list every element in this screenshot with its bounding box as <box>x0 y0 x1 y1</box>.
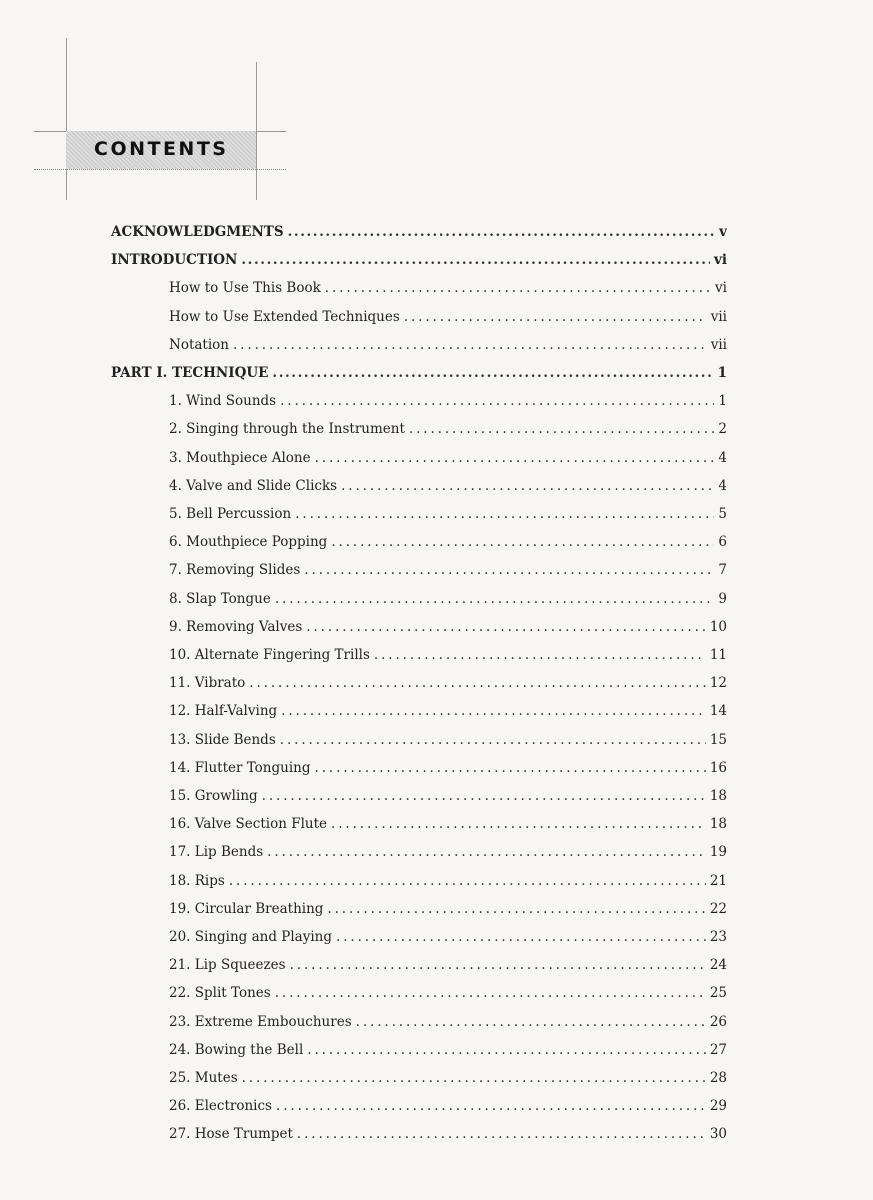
toc-entry <box>111 224 727 240</box>
toc-entry-page: 4 <box>718 477 727 494</box>
toc-entry-page: 26 <box>709 1013 727 1030</box>
dot-leader <box>290 957 706 973</box>
toc-entry-page: vii <box>710 308 727 325</box>
toc-entry-label: 2. Singing through the Instrument <box>169 421 405 438</box>
toc-entry-page: 1 <box>717 365 727 381</box>
toc-entry <box>169 421 727 437</box>
dot-leader <box>297 1126 706 1142</box>
dot-leader <box>356 1014 706 1030</box>
toc-entry-page: 24 <box>709 957 727 974</box>
toc-entry-label: 26. Electronics <box>169 1098 272 1115</box>
toc-entry <box>169 732 727 748</box>
toc-entry-page: 14 <box>709 703 727 720</box>
guide-line-bottom <box>34 169 286 170</box>
toc-entry-page: 4 <box>718 449 727 466</box>
toc-entry-label: 14. Flutter Tonguing <box>169 759 311 776</box>
dot-leader <box>404 309 707 325</box>
toc-entry <box>169 816 727 832</box>
toc-entry-label: 25. Mutes <box>169 1070 238 1086</box>
toc-entry <box>169 901 727 917</box>
toc-entry-label: How to Use Extended Techniques <box>169 308 400 325</box>
dot-leader <box>275 985 706 1001</box>
dot-leader <box>325 280 711 296</box>
toc-entry-label: ACKNOWLEDGMENTS <box>111 224 284 240</box>
toc-entry <box>169 619 727 635</box>
toc-entry-label: 24. Bowing the Bell <box>169 1041 304 1058</box>
toc-entry-label: 6. Mouthpiece Popping <box>169 534 328 551</box>
dot-leader <box>306 619 706 635</box>
toc-entry <box>169 591 727 607</box>
toc-entry <box>169 450 727 466</box>
toc-entry-page: 15 <box>709 731 727 748</box>
dot-leader <box>280 732 706 748</box>
dot-leader <box>288 224 716 240</box>
toc-entry-page: 5 <box>718 506 727 522</box>
toc-entry <box>111 252 727 268</box>
toc-entry-label: 17. Lip Bends <box>169 844 264 861</box>
dot-leader <box>276 1098 706 1114</box>
toc-entry-label: 1. Wind Sounds <box>169 393 277 410</box>
toc-entry <box>169 309 727 325</box>
toc-entry-page: v <box>719 224 727 240</box>
toc-entry-label: 10. Alternate Fingering Trills <box>169 647 370 663</box>
toc-entry <box>111 365 727 381</box>
toc-entry-page: 6 <box>718 534 727 551</box>
toc-entry <box>169 957 727 973</box>
toc-entry-page: 10 <box>709 618 727 635</box>
toc-entry-page: 28 <box>709 1070 727 1086</box>
toc-entry <box>169 675 727 691</box>
dot-leader <box>267 844 706 860</box>
dot-leader <box>295 506 714 522</box>
toc-entry-page: vi <box>714 252 727 269</box>
toc-entry-page: vi <box>715 280 727 297</box>
toc-entry-label: 19. Circular Breathing <box>169 900 324 917</box>
dot-leader <box>341 478 714 494</box>
toc-entry-page: 18 <box>709 816 727 833</box>
dot-leader <box>229 873 706 889</box>
toc-entry <box>169 929 727 945</box>
toc-entry-page: 11 <box>709 647 727 663</box>
toc-entry-label: 27. Hose Trumpet <box>169 1126 293 1143</box>
toc-entry-page: 1 <box>718 393 727 410</box>
dot-leader <box>336 929 706 945</box>
toc-entry-label: 5. Bell Percussion <box>169 506 292 522</box>
dot-leader <box>281 703 706 719</box>
dot-leader <box>315 450 715 466</box>
toc-entry-page: 12 <box>709 675 727 692</box>
dot-leader <box>331 534 714 550</box>
toc-entry-label: 13. Slide Bends <box>169 731 276 748</box>
toc-entry <box>169 1014 727 1030</box>
dot-leader <box>242 1070 706 1086</box>
toc-entry-label: Notation <box>169 336 229 353</box>
toc-entry <box>169 478 727 494</box>
toc-entry <box>169 1042 727 1058</box>
guide-line-left <box>66 38 67 200</box>
dot-leader <box>304 562 714 578</box>
toc-entry-label: 15. Growling <box>169 788 258 804</box>
dot-leader <box>409 421 715 437</box>
dot-leader <box>233 337 707 353</box>
page-title: CONTENTS <box>94 138 229 160</box>
dot-leader <box>262 788 706 804</box>
toc-entry-page: 7 <box>718 562 727 579</box>
toc-entry <box>169 1070 727 1086</box>
dot-leader <box>307 1042 706 1058</box>
toc-entry <box>169 760 727 776</box>
toc-entry <box>169 337 727 353</box>
toc-entry-label: 12. Half-Valving <box>169 703 278 720</box>
toc-entry-page: 23 <box>709 929 727 945</box>
toc-entry-label: INTRODUCTION <box>111 252 238 269</box>
toc-entry-page: 16 <box>709 759 727 776</box>
dot-leader <box>331 816 706 832</box>
toc-entry-label: 4. Valve and Slide Clicks <box>169 477 338 494</box>
toc-entry <box>169 1126 727 1142</box>
toc-entry-page: 19 <box>709 844 727 861</box>
toc-entry <box>169 703 727 719</box>
toc-entry-page: 22 <box>709 900 727 917</box>
toc-entry <box>169 393 727 409</box>
toc-entry <box>169 562 727 578</box>
dot-leader <box>280 393 714 409</box>
toc-entry-label: 22. Split Tones <box>169 985 271 1002</box>
toc-entry-page: 25 <box>709 985 727 1002</box>
dot-leader <box>315 760 706 776</box>
dot-leader <box>272 365 713 381</box>
toc-entry <box>169 844 727 860</box>
toc-entry-page: 30 <box>709 1126 727 1143</box>
toc-entry-label: 8. Slap Tongue <box>169 590 271 607</box>
dot-leader <box>327 901 705 917</box>
toc-entry-label: 16. Valve Section Flute <box>169 816 327 833</box>
toc-entry-label: How to Use This Book <box>169 280 321 297</box>
toc-entry-page: 21 <box>709 872 727 889</box>
toc-entry-page: vii <box>710 336 727 353</box>
toc-entry-label: 21. Lip Squeezes <box>169 957 286 974</box>
dot-leader <box>241 252 710 268</box>
toc-entry-label: 23. Extreme Embouchures <box>169 1013 352 1030</box>
dot-leader <box>275 591 715 607</box>
toc-entry <box>169 647 727 663</box>
toc-entry <box>169 534 727 550</box>
toc-entry-page: 29 <box>709 1098 727 1115</box>
dot-leader <box>374 647 706 663</box>
toc-entry-label: 9. Removing Valves <box>169 618 303 635</box>
toc-entry <box>169 788 727 804</box>
toc-entry-label: 20. Singing and Playing <box>169 929 333 945</box>
toc-entry-page: 18 <box>709 788 727 804</box>
toc-entry-label: 11. Vibrato <box>169 675 246 692</box>
toc-entry <box>169 985 727 1001</box>
toc-entry <box>169 873 727 889</box>
toc-entry-page: 2 <box>718 421 727 438</box>
toc-entry-label: PART I. TECHNIQUE <box>111 365 269 381</box>
toc-entry <box>169 280 727 296</box>
toc-entry-label: 18. Rips <box>169 872 225 889</box>
dot-leader <box>249 675 706 691</box>
toc-entry-page: 9 <box>718 590 727 607</box>
toc-entry <box>169 506 727 522</box>
toc-entry <box>169 1098 727 1114</box>
toc-entry-label: 7. Removing Slides <box>169 562 301 579</box>
toc-entry-label: 3. Mouthpiece Alone <box>169 449 311 466</box>
toc-entry-page: 27 <box>709 1041 727 1058</box>
